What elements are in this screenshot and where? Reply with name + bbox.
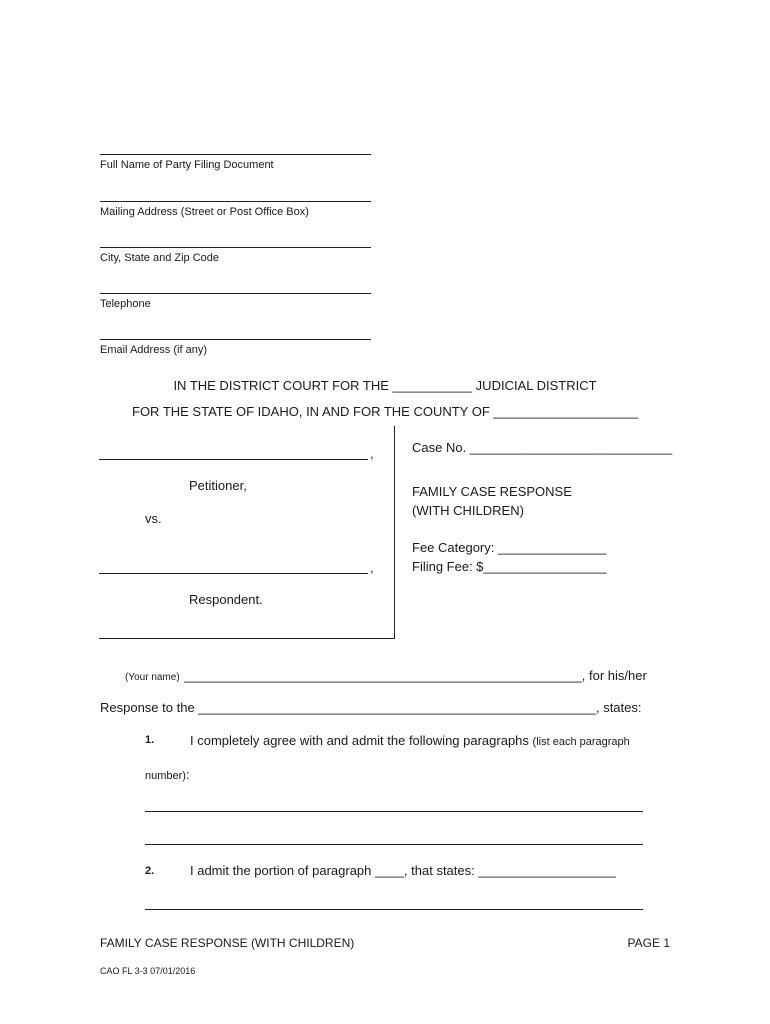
states-text: , states: [595, 700, 642, 715]
full-name-line[interactable] [100, 154, 371, 155]
document-title-line1: FAMILY CASE RESPONSE [412, 484, 572, 499]
court-heading-line2: FOR THE STATE OF IDAHO, IN AND FOR THE COUNTY OF ____________________ [132, 404, 638, 419]
item1-note: (list each paragraph [532, 736, 630, 748]
caption-divider-vertical [394, 426, 395, 639]
footer-form-id: CAO FL 3-3 07/01/2016 [100, 966, 196, 976]
respondent-comma: , [370, 560, 374, 575]
mailing-address-label: Mailing Address (Street or Post Office Box) [100, 206, 309, 218]
respondent-name-line[interactable] [99, 573, 368, 574]
item1-text: I completely agree with and admit the following paragraphs [190, 733, 529, 748]
case-number-field[interactable]: Case No. ____________________________ [412, 440, 673, 455]
document-title-line2: (WITH CHILDREN) [412, 503, 524, 518]
email-line[interactable] [100, 339, 371, 340]
item1-answer-line-1[interactable] [145, 811, 643, 812]
telephone-label: Telephone [100, 298, 151, 310]
petitioner-name-line[interactable] [99, 459, 368, 460]
footer-page-number: PAGE 1 [627, 936, 670, 950]
caption-divider-bottom [99, 638, 394, 639]
your-name-label: (Your name) [125, 672, 180, 683]
email-label: Email Address (if any) [100, 344, 207, 356]
response-to-row [100, 700, 642, 715]
petitioner-label: Petitioner, [189, 478, 247, 493]
item2-number: 2. [145, 865, 155, 877]
your-name-blank[interactable]: _______________________________________________________ [184, 668, 582, 683]
item1-row [190, 733, 630, 748]
petitioner-comma: , [370, 446, 374, 461]
full-name-label: Full Name of Party Filing Document [100, 159, 274, 171]
mailing-address-line[interactable] [100, 201, 371, 202]
footer-title: FAMILY CASE RESPONSE (WITH CHILDREN) [100, 936, 355, 950]
fee-category-field[interactable]: Fee Category: _______________ [412, 540, 607, 555]
vs-label: vs. [145, 511, 162, 526]
court-heading-line1: IN THE DISTRICT COURT FOR THE ___________ JUDICIAL DISTRICT [173, 378, 597, 393]
item2-text[interactable]: I admit the portion of paragraph ____, that states: ___________________ [190, 863, 616, 878]
filing-fee-field[interactable]: Filing Fee: $_________________ [412, 559, 607, 574]
city-state-zip-label: City, State and Zip Code [100, 252, 220, 264]
item1-answer-line-2[interactable] [145, 844, 643, 845]
respondent-label: Respondent. [189, 592, 263, 607]
item1-note2: number) [145, 770, 186, 782]
your-name-row [125, 667, 647, 685]
for-his-her-text: , for his/her [581, 668, 647, 683]
telephone-line[interactable] [100, 293, 371, 294]
item1-number: 1. [145, 734, 155, 746]
city-state-zip-line[interactable] [100, 247, 371, 248]
item1-colon: : [185, 767, 190, 782]
item2-answer-line-1[interactable] [145, 909, 643, 910]
response-to-blank[interactable]: _______________________________________________________ [198, 700, 596, 715]
response-to-label: Response to the [100, 700, 195, 715]
item1-note-continued [145, 766, 190, 784]
